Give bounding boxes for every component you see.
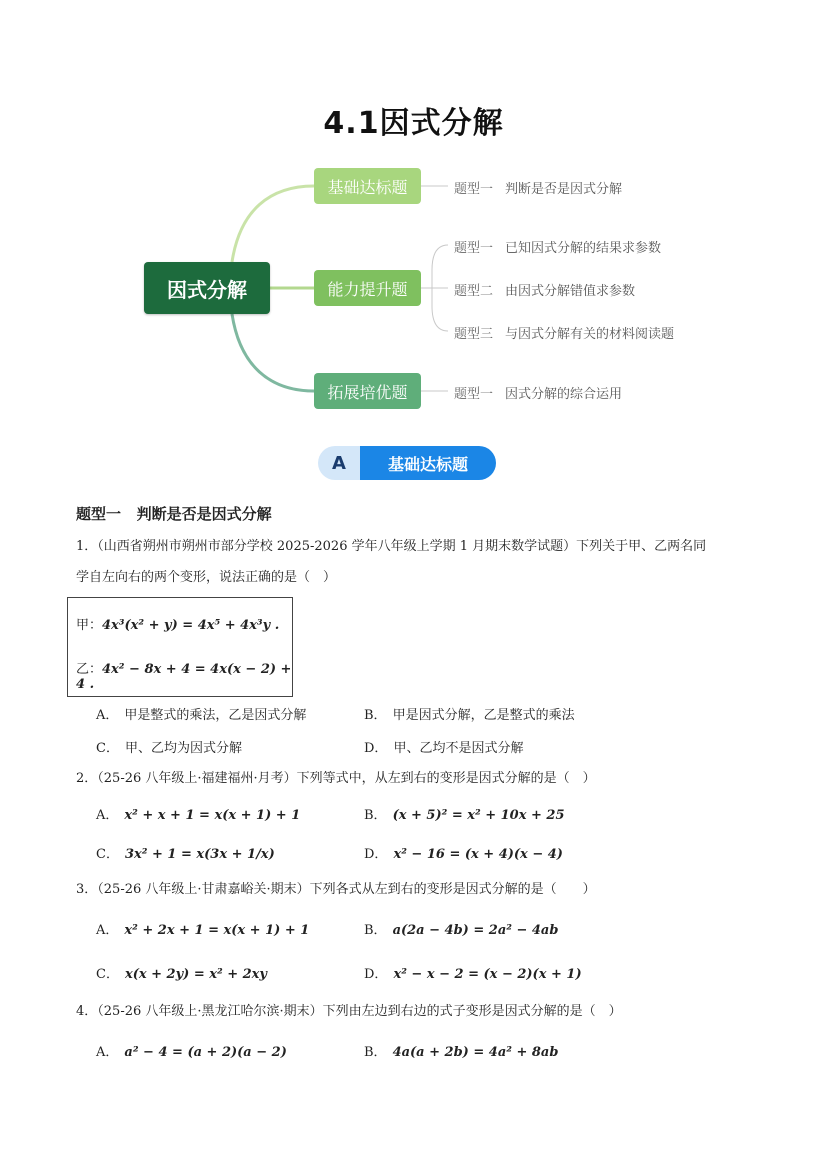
mindmap-leaf: 题型一 因式分解的综合运用 <box>454 387 623 402</box>
question-2-option-a[interactable]: A． x² + x + 1 = x(x + 1) + 1 <box>96 808 301 823</box>
question-3-option-b[interactable]: B． a(2a − 4b) = 2a² − 4ab <box>364 923 559 938</box>
mindmap-branch-ability: 能力提升题 <box>314 270 421 306</box>
box-line-yi: 乙：4x² − 8x + 4 = 4x(x − 2) + 4 . <box>76 662 292 692</box>
question-3-option-a[interactable]: A． x² + 2x + 1 = x(x + 1) + 1 <box>96 923 310 938</box>
question-4: 4．（25-26 八年级上·黑龙江哈尔滨·期末）下列由左边到右边的式子变形是因式分解的是（ ） <box>76 1004 622 1019</box>
question-1-line2: 学自左向右的两个变形，说法正确的是（ ） <box>76 570 337 585</box>
page-title: 4.1因式分解 <box>323 106 504 141</box>
question-2-option-d[interactable]: D． x² − 16 = (x + 4)(x − 4) <box>364 847 563 862</box>
question-3-option-d[interactable]: D． x² − x − 2 = (x − 2)(x + 1) <box>364 967 582 982</box>
question-1-option-d[interactable]: D． 甲、乙均不是因式分解 <box>364 741 524 756</box>
mindmap-root: 因式分解 <box>144 262 270 314</box>
question-1-option-b[interactable]: B． 甲是因式分解，乙是整式的乘法 <box>364 708 575 723</box>
question-2: 2．（25-26 八年级上·福建福州·月考）下列等式中，从左到右的变形是因式分解的是（ ） <box>76 771 596 786</box>
section-letter: A <box>318 446 360 480</box>
question-3-option-c[interactable]: C． x(x + 2y) = x² + 2xy <box>96 967 267 982</box>
mindmap-branch-basic: 基础达标题 <box>314 168 421 204</box>
question-3: 3．（25-26 八年级上·甘肃嘉峪关·期末）下列各式从左到右的变形是因式分解的是（ ） <box>76 882 596 897</box>
mindmap-leaf: 题型三 与因式分解有关的材料阅读题 <box>454 327 675 342</box>
question-2-option-c[interactable]: C． 3x² + 1 = x(3x + 1/x) <box>96 847 275 862</box>
question-1-option-c[interactable]: C． 甲、乙均为因式分解 <box>96 741 242 756</box>
question-4-option-b[interactable]: B． 4a(a + 2b) = 4a² + 8ab <box>364 1045 559 1060</box>
question-type-heading: 题型一 判断是否是因式分解 <box>76 505 272 523</box>
question-2-option-b[interactable]: B． (x + 5)² = x² + 10x + 25 <box>364 808 565 823</box>
section-banner <box>318 446 496 480</box>
question-4-option-a[interactable]: A． a² − 4 = (a + 2)(a − 2) <box>96 1045 287 1060</box>
box-line-jia: 甲：4x³(x² + y) = 4x⁵ + 4x³y . <box>76 618 280 633</box>
question-1-option-a[interactable]: A． 甲是整式的乘法，乙是因式分解 <box>96 708 307 723</box>
mindmap-leaf: 题型二 由因式分解错值求参数 <box>454 284 636 299</box>
mindmap-leaf: 题型一 判断是否是因式分解 <box>454 182 623 197</box>
question-1: 1．（山西省朔州市朔州市部分学校 2025-2026 学年八年级上学期 1 月期末数学试题）下列关于甲、乙两名同 <box>76 539 707 554</box>
mindmap-leaf: 题型一 已知因式分解的结果求参数 <box>454 241 662 256</box>
question-1-box <box>67 597 293 697</box>
mindmap-branch-extension: 拓展培优题 <box>314 373 421 409</box>
section-label: 基础达标题 <box>360 446 496 480</box>
